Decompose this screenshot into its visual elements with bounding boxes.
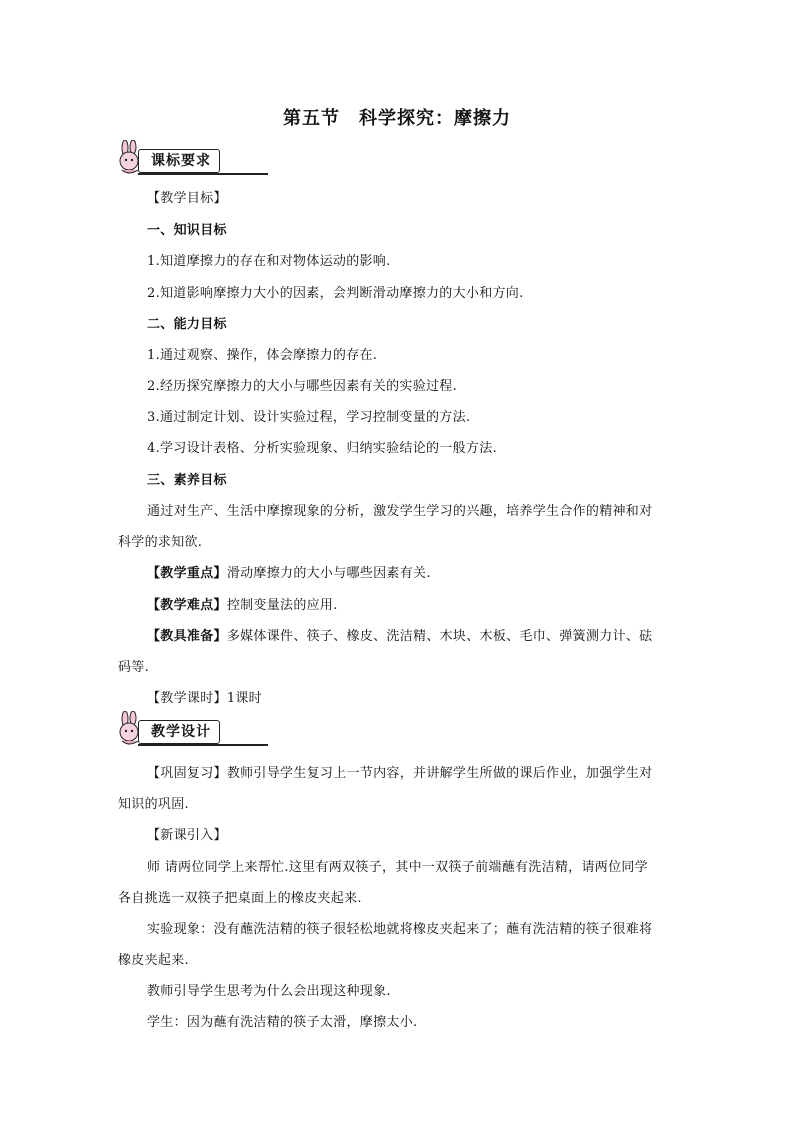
- teaching-key-point: [147, 562, 431, 581]
- section-label: 教学设计: [138, 720, 220, 744]
- teacher-guidance: 教师引导学生思考为什么会出现这种现象.: [147, 984, 391, 999]
- review-label: 【巩固复习】: [147, 766, 227, 781]
- page-title: 第五节 科学探究：摩擦力: [283, 108, 511, 129]
- teaching-tools-cont: 码等.: [118, 660, 150, 675]
- experiment-phenomenon-cont: 橡皮夹起来.: [118, 953, 189, 968]
- goals-heading: 【教学目标】: [147, 191, 227, 206]
- tools-text: 多媒体课件、筷子、橡皮、洗洁精、木块、木板、毛巾、弹簧测力计、砝: [226, 629, 653, 644]
- section-banner-standards: [116, 140, 266, 176]
- teacher-line: 师 请两位同学上来帮忙.这里有两双筷子，其中一双筷子前端蘸有洗洁精，请两位同学: [147, 860, 648, 875]
- key-point-text: 滑动摩擦力的大小与哪些因素有关.: [226, 566, 431, 581]
- teaching-hours: [147, 687, 262, 706]
- ability-goal-3: 3.通过制定计划、设计实验过程，学习控制变量的方法.: [147, 410, 471, 425]
- knowledge-goal-2: 2.知道影响摩擦力大小的因素，会判断滑动摩擦力的大小和方向.: [147, 286, 524, 301]
- teaching-tools: [147, 625, 652, 644]
- section-underline: [138, 744, 268, 746]
- knowledge-goal-1: 1.知道摩擦力的存在和对物体运动的影响.: [147, 254, 391, 269]
- section-label: 课标要求: [138, 149, 220, 173]
- ability-goal-4: 4.学习设计表格、分析实验现象、归纳实验结论的一般方法.: [147, 441, 497, 456]
- hours-label: 【教学课时】: [147, 691, 227, 706]
- review-paragraph: [147, 762, 652, 781]
- section-banner-design: [116, 711, 266, 747]
- section-underline: [138, 173, 268, 175]
- hours-text: 1课时: [226, 691, 262, 706]
- ability-goal-2: 2.经历探究摩擦力的大小与哪些因素有关的实验过程.: [147, 379, 458, 394]
- literacy-goals-heading: 三、素养目标: [147, 473, 227, 488]
- knowledge-goals-heading: 一、知识目标: [147, 223, 227, 238]
- review-paragraph-cont: 知识的巩固.: [118, 797, 189, 812]
- review-text: 教师引导学生复习上一节内容，并讲解学生所做的课后作业，加强学生对: [226, 766, 653, 781]
- intro-heading: 【新课引入】: [147, 828, 227, 843]
- key-point-label: 【教学重点】: [147, 566, 227, 581]
- literacy-goal-text-cont: 科学的求知欲.: [118, 535, 203, 550]
- teaching-difficulty: [147, 594, 338, 613]
- difficulty-text: 控制变量法的应用.: [226, 598, 338, 613]
- difficulty-label: 【教学难点】: [147, 598, 227, 613]
- experiment-phenomenon: 实验现象：没有蘸洗洁精的筷子很轻松地就将橡皮夹起来了；蘸有洗洁精的筷子很难将: [147, 922, 653, 937]
- ability-goal-1: 1.通过观察、操作，体会摩擦力的存在.: [147, 348, 378, 363]
- tools-label: 【教具准备】: [147, 629, 227, 644]
- literacy-goal-text: 通过对生产、生活中摩擦现象的分析，激发学生学习的兴趣，培养学生合作的精神和对: [147, 504, 653, 519]
- ability-goals-heading: 二、能力目标: [147, 317, 227, 332]
- student-answer: 学生：因为蘸有洗洁精的筷子太滑，摩擦太小.: [147, 1015, 418, 1030]
- teacher-line-cont: 各自挑选一双筷子把桌面上的橡皮夹起来.: [118, 891, 362, 906]
